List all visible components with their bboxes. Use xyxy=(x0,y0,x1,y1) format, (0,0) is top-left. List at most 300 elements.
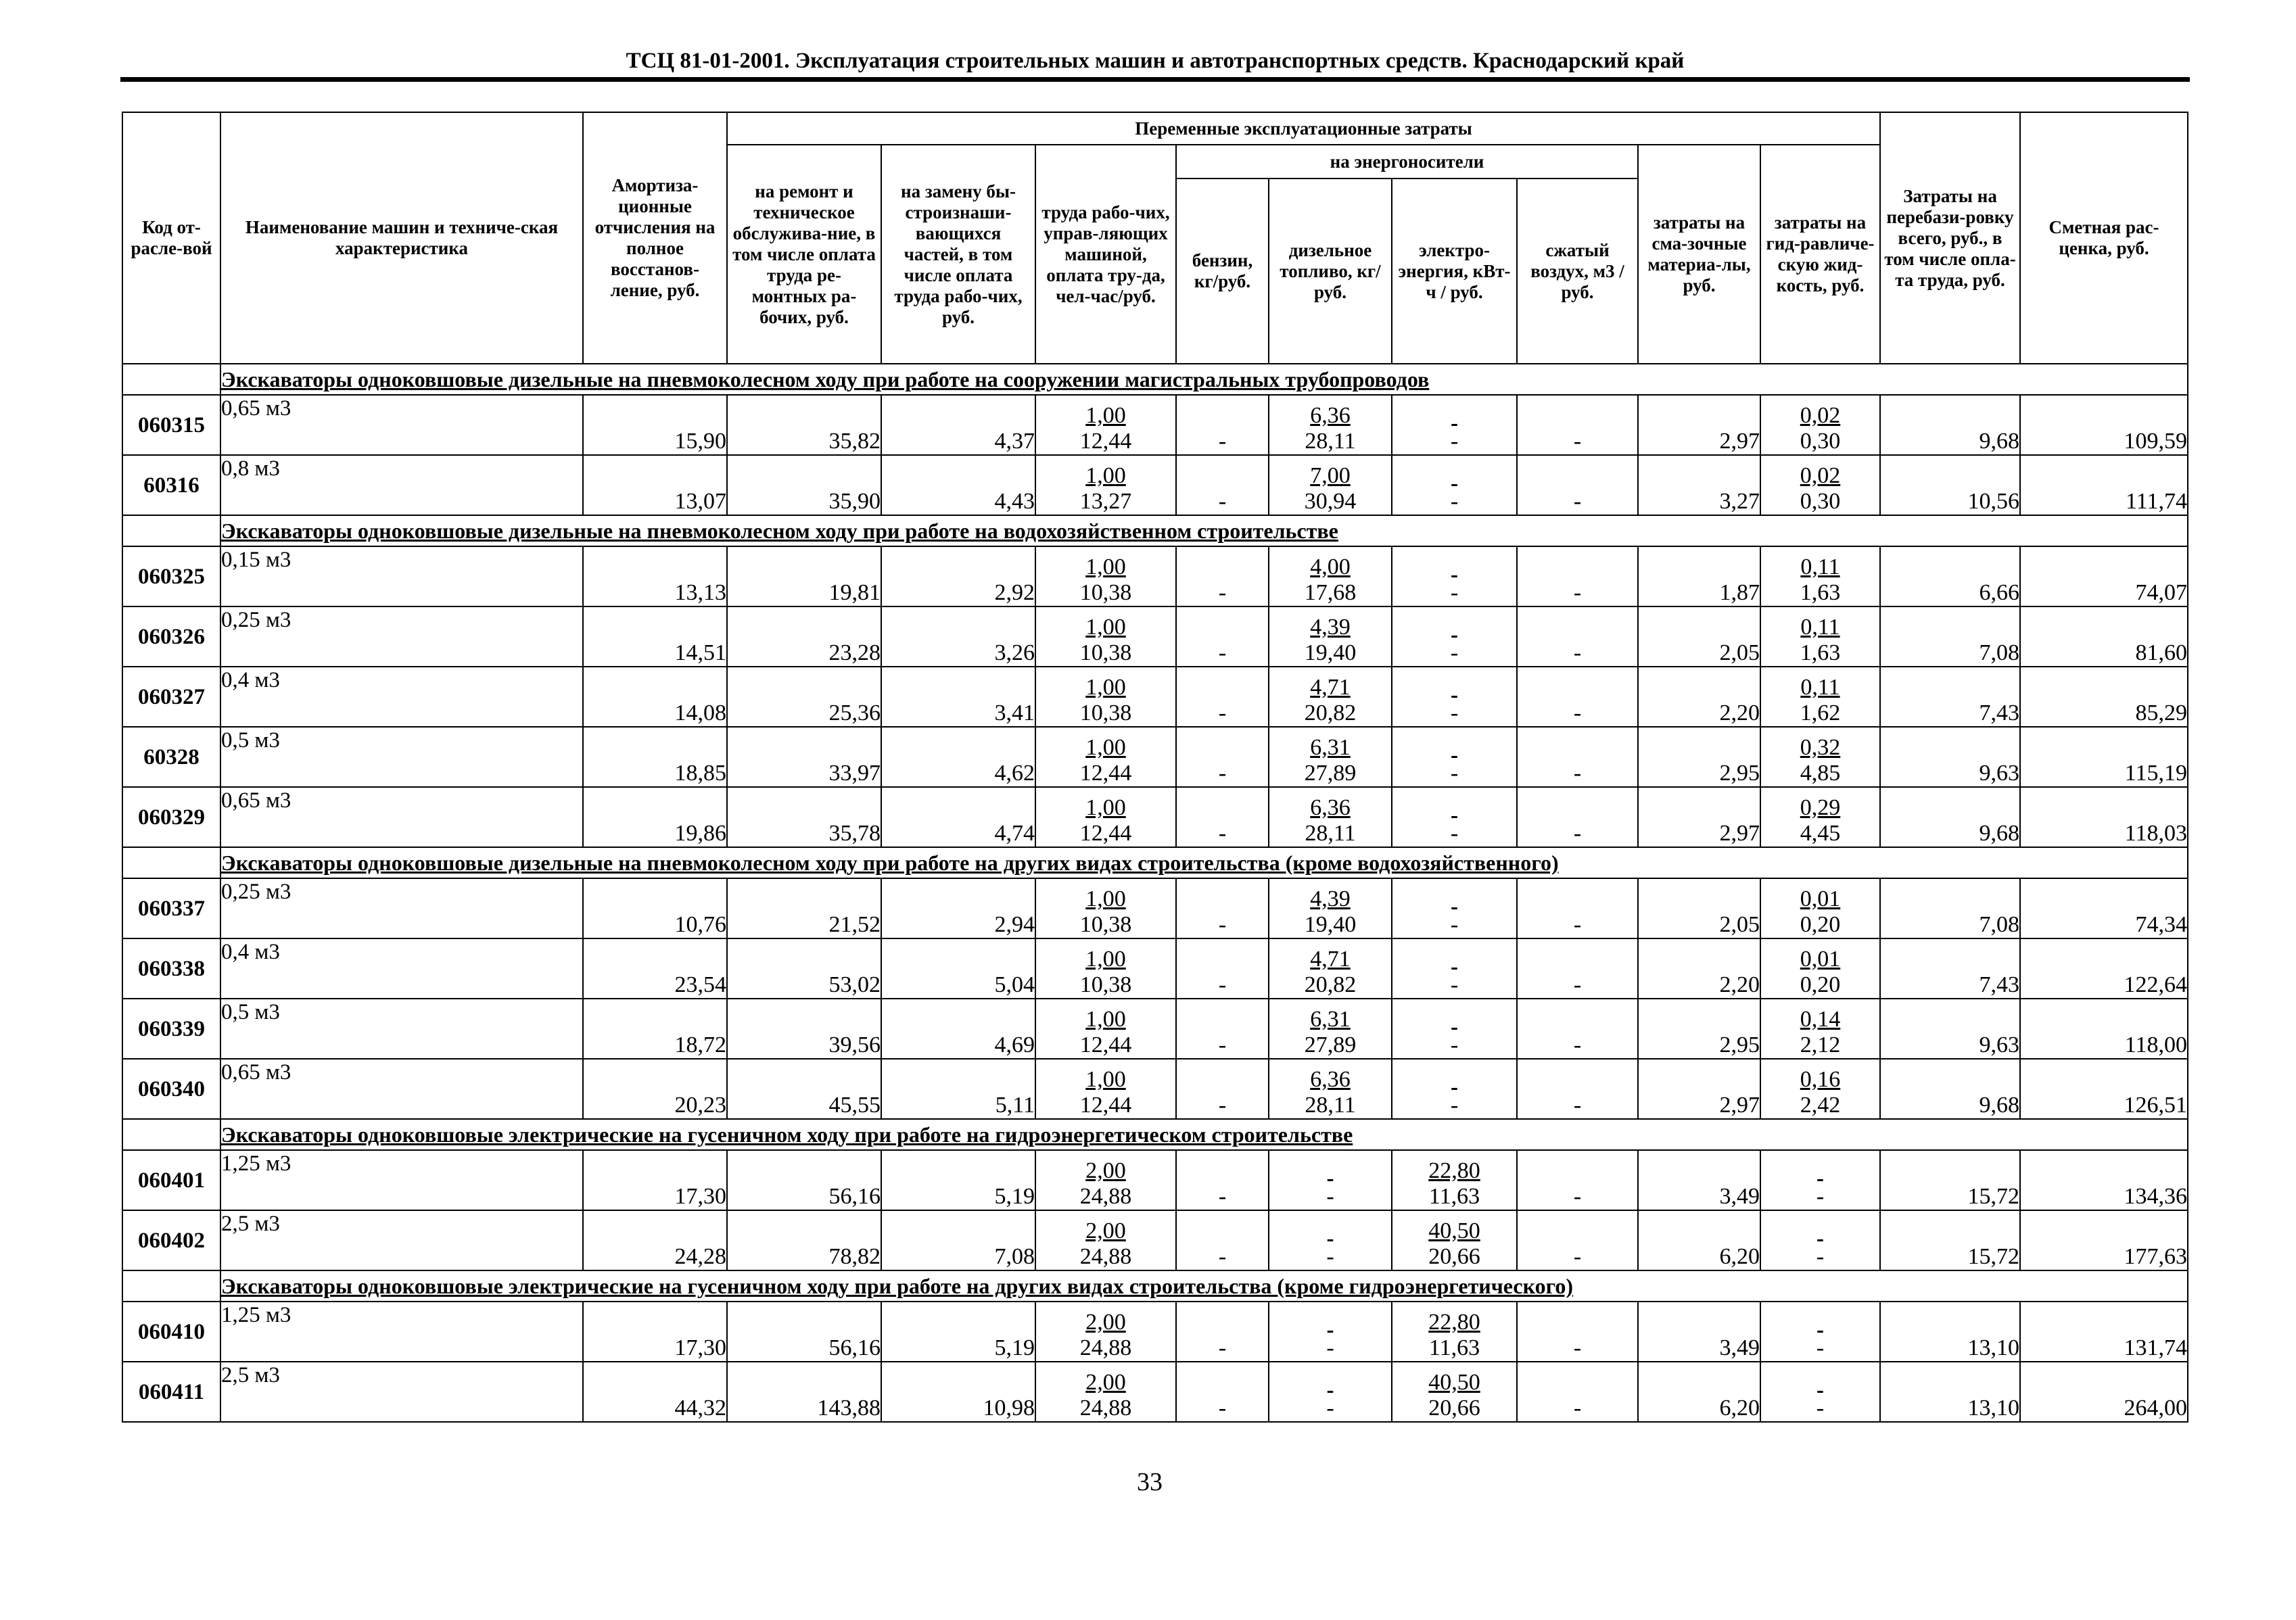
petrol-cell: - xyxy=(1176,1302,1269,1362)
header-labor: труда рабо-чих, управ-ляющих машиной, оплата тру-да, чел-час/руб. xyxy=(1035,145,1176,364)
labor-cell xyxy=(1035,999,1176,1059)
hydraulic-fluid-cell xyxy=(1760,878,1880,938)
replace-parts-cell: 5,04 xyxy=(881,938,1035,999)
amortization-cell: 44,32 xyxy=(583,1362,727,1422)
hydraulic-fluid-cell xyxy=(1760,606,1880,667)
labor-cell-top: 1,00 xyxy=(1085,403,1126,428)
compressed-air-cell: - xyxy=(1517,1059,1638,1119)
diesel-cell-bottom: 19,40 xyxy=(1304,640,1357,665)
electricity-cell-top xyxy=(1392,403,1516,429)
petrol-cell: - xyxy=(1176,1059,1269,1119)
diesel-cell-top: 4,71 xyxy=(1310,947,1351,972)
diesel-cell xyxy=(1269,606,1392,667)
electricity-cell-top xyxy=(1392,1007,1516,1032)
cost-table xyxy=(122,112,2188,1423)
repair-cell: 56,16 xyxy=(727,1302,881,1362)
labor-cell-top: 1,00 xyxy=(1085,554,1126,579)
labor-cell-top: 1,00 xyxy=(1085,675,1126,700)
diesel-cell-bottom: 28,11 xyxy=(1305,821,1356,846)
labor-cell-top: 2,00 xyxy=(1085,1158,1126,1183)
hydraulic-fluid-cell-top: 0,16 xyxy=(1800,1067,1841,1092)
hydraulic-fluid-cell-bottom: 0,20 xyxy=(1800,912,1841,937)
amortization-cell: 19,86 xyxy=(583,787,727,847)
repair-cell: 143,88 xyxy=(727,1362,881,1422)
diesel-cell-top: 4,00 xyxy=(1310,554,1351,579)
labor-cell xyxy=(1035,878,1176,938)
diesel-cell xyxy=(1269,938,1392,999)
diesel-cell-top: 6,36 xyxy=(1310,403,1351,428)
compressed-air-cell: - xyxy=(1517,999,1638,1059)
amortization-cell: 15,90 xyxy=(583,395,727,455)
labor-cell xyxy=(1035,606,1176,667)
relocation-cell: 9,68 xyxy=(1880,787,2020,847)
section-spacer xyxy=(122,847,220,878)
replace-parts-cell: 5,19 xyxy=(881,1150,1035,1210)
lubricants-cell: 2,95 xyxy=(1638,999,1760,1059)
relocation-cell: 9,68 xyxy=(1880,1059,2020,1119)
labor-cell-bottom: 10,38 xyxy=(1079,580,1132,605)
diesel-cell xyxy=(1269,667,1392,727)
table-row xyxy=(122,455,2188,515)
labor-cell-bottom: 12,44 xyxy=(1079,821,1132,846)
estimate-cell: 81,60 xyxy=(2020,606,2188,667)
machine-name: 0,5 м3 xyxy=(220,727,583,787)
lubricants-cell: 2,20 xyxy=(1638,938,1760,999)
section-row xyxy=(122,515,2188,546)
estimate-cell: 118,00 xyxy=(2020,999,2188,1059)
machine-name: 0,25 м3 xyxy=(220,878,583,938)
electricity-cell xyxy=(1392,999,1517,1059)
labor-cell-bottom: 10,38 xyxy=(1079,972,1132,997)
diesel-cell xyxy=(1269,1150,1392,1210)
hydraulic-fluid-cell-bottom: 0,20 xyxy=(1800,972,1841,997)
table-row xyxy=(122,878,2188,938)
labor-cell-top: 1,00 xyxy=(1085,1067,1126,1092)
diesel-cell xyxy=(1269,1362,1392,1422)
petrol-cell: - xyxy=(1176,727,1269,787)
hydraulic-fluid-cell-top: 0,32 xyxy=(1800,735,1841,760)
table-row xyxy=(122,938,2188,999)
hydraulic-fluid-cell-top: 0,02 xyxy=(1800,463,1841,488)
diesel-cell xyxy=(1269,787,1392,847)
hydraulic-fluid-cell-bottom: 2,12 xyxy=(1800,1032,1841,1057)
diesel-cell xyxy=(1269,455,1392,515)
section-spacer xyxy=(122,364,220,395)
amortization-cell: 17,30 xyxy=(583,1302,727,1362)
diesel-cell-bottom: 19,40 xyxy=(1304,912,1357,937)
diesel-cell-top: 6,36 xyxy=(1310,1067,1351,1092)
relocation-cell: 6,66 xyxy=(1880,546,2020,606)
machine-code: 060340 xyxy=(122,1059,220,1119)
hydraulic-fluid-cell xyxy=(1760,787,1880,847)
header-petrol: бензин, кг/руб. xyxy=(1176,178,1269,364)
repair-cell: 56,16 xyxy=(727,1150,881,1210)
relocation-cell: 7,08 xyxy=(1880,878,2020,938)
electricity-cell-top xyxy=(1392,947,1516,972)
labor-cell-bottom: 12,44 xyxy=(1079,1032,1132,1057)
electricity-cell-bottom: 20,66 xyxy=(1428,1396,1480,1421)
hydraulic-fluid-cell-top: 0,11 xyxy=(1800,675,1840,700)
repair-cell: 21,52 xyxy=(727,878,881,938)
replace-parts-cell: 4,69 xyxy=(881,999,1035,1059)
compressed-air-cell: - xyxy=(1517,606,1638,667)
section-spacer xyxy=(122,1119,220,1150)
hydraulic-fluid-cell-bottom: 4,85 xyxy=(1800,761,1841,786)
diesel-cell-bottom: 27,89 xyxy=(1304,1032,1357,1057)
labor-cell-bottom: 12,44 xyxy=(1079,429,1132,454)
section-title: Экскаваторы одноковшовые дизельные на пневмоколесном ходу при работе на сооружении магистральных трубопроводов xyxy=(220,364,2188,395)
header-replace-parts: на замену бы-строизнаши-вающихся частей, в том числе оплата труда рабо-чих, руб. xyxy=(881,145,1035,364)
compressed-air-cell: - xyxy=(1517,667,1638,727)
petrol-cell: - xyxy=(1176,455,1269,515)
labor-cell-bottom: 12,44 xyxy=(1079,1093,1132,1118)
hydraulic-fluid-cell xyxy=(1760,1302,1880,1362)
hydraulic-fluid-cell-bottom: 0,30 xyxy=(1800,429,1841,454)
header-rule xyxy=(120,77,2190,82)
estimate-cell: 85,29 xyxy=(2020,667,2188,727)
diesel-cell xyxy=(1269,546,1392,606)
hydraulic-fluid-cell-top: 0,01 xyxy=(1800,947,1841,972)
diesel-cell-bottom: - xyxy=(1326,1396,1334,1421)
hydraulic-fluid-cell-bottom: 0,30 xyxy=(1800,489,1841,514)
amortization-cell: 14,51 xyxy=(583,606,727,667)
labor-cell xyxy=(1035,395,1176,455)
hydraulic-fluid-cell xyxy=(1760,1210,1880,1270)
machine-code: 60328 xyxy=(122,727,220,787)
labor-cell-top: 2,00 xyxy=(1085,1218,1126,1243)
diesel-cell-top xyxy=(1269,1218,1391,1244)
machine-name: 0,4 м3 xyxy=(220,938,583,999)
electricity-cell xyxy=(1392,1302,1517,1362)
electricity-cell xyxy=(1392,606,1517,667)
petrol-cell: - xyxy=(1176,667,1269,727)
electricity-cell-bottom: - xyxy=(1450,580,1459,605)
diesel-cell-top xyxy=(1269,1370,1391,1396)
header-name: Наименование машин и техниче-ская характеристика xyxy=(220,112,583,364)
diesel-cell xyxy=(1269,1059,1392,1119)
header-relocation: Затраты на перебази-ровку всего, руб., в том числе опла-та труда, руб. xyxy=(1880,112,2020,364)
electricity-cell-bottom: 20,66 xyxy=(1428,1244,1480,1269)
replace-parts-cell: 4,62 xyxy=(881,727,1035,787)
replace-parts-cell: 4,43 xyxy=(881,455,1035,515)
estimate-cell: 109,59 xyxy=(2020,395,2188,455)
labor-cell xyxy=(1035,727,1176,787)
electricity-cell xyxy=(1392,1362,1517,1422)
hydraulic-fluid-cell-bottom: - xyxy=(1816,1244,1825,1269)
diesel-cell xyxy=(1269,727,1392,787)
section-row xyxy=(122,1270,2188,1302)
machine-name: 0,65 м3 xyxy=(220,395,583,455)
labor-cell-top: 2,00 xyxy=(1085,1310,1126,1335)
electricity-cell-bottom: - xyxy=(1450,972,1459,997)
table-row xyxy=(122,727,2188,787)
lubricants-cell: 2,95 xyxy=(1638,727,1760,787)
electricity-cell-top: 40,50 xyxy=(1428,1218,1480,1243)
hydraulic-fluid-cell xyxy=(1760,1150,1880,1210)
labor-cell-top: 1,00 xyxy=(1085,1007,1126,1032)
amortization-cell: 24,28 xyxy=(583,1210,727,1270)
relocation-cell: 7,43 xyxy=(1880,938,2020,999)
hydraulic-fluid-cell-bottom: 1,63 xyxy=(1800,580,1841,605)
repair-cell: 35,90 xyxy=(727,455,881,515)
electricity-cell-bottom: - xyxy=(1450,761,1459,786)
repair-cell: 35,82 xyxy=(727,395,881,455)
lubricants-cell: 2,97 xyxy=(1638,395,1760,455)
labor-cell-bottom: 24,88 xyxy=(1079,1184,1132,1209)
diesel-cell xyxy=(1269,999,1392,1059)
petrol-cell: - xyxy=(1176,878,1269,938)
section-spacer xyxy=(122,1270,220,1302)
table-row xyxy=(122,667,2188,727)
electricity-cell xyxy=(1392,1059,1517,1119)
electricity-cell-bottom: - xyxy=(1450,821,1459,846)
table-row xyxy=(122,1150,2188,1210)
diesel-cell-top: 4,39 xyxy=(1310,615,1351,640)
labor-cell xyxy=(1035,938,1176,999)
machine-code: 060401 xyxy=(122,1150,220,1210)
electricity-cell-bottom: - xyxy=(1450,1093,1459,1118)
compressed-air-cell: - xyxy=(1517,938,1638,999)
hydraulic-fluid-cell-top xyxy=(1761,1370,1879,1396)
section-title: Экскаваторы одноковшовые электрические на гусеничном ходу при работе на гидроэнергетическом строительстве xyxy=(220,1119,2188,1150)
machine-name: 1,25 м3 xyxy=(220,1302,583,1362)
electricity-cell-top: 22,80 xyxy=(1428,1158,1480,1183)
labor-cell-bottom: 13,27 xyxy=(1079,489,1132,514)
replace-parts-cell: 5,11 xyxy=(881,1059,1035,1119)
diesel-cell xyxy=(1269,878,1392,938)
machine-code: 060410 xyxy=(122,1302,220,1362)
electricity-cell-bottom: 11,63 xyxy=(1428,1184,1480,1209)
hydraulic-fluid-cell xyxy=(1760,455,1880,515)
repair-cell: 33,97 xyxy=(727,727,881,787)
lubricants-cell: 2,97 xyxy=(1638,1059,1760,1119)
table-body xyxy=(122,364,2188,1422)
estimate-cell: 118,03 xyxy=(2020,787,2188,847)
electricity-cell-top xyxy=(1392,1067,1516,1093)
labor-cell xyxy=(1035,546,1176,606)
machine-name: 0,25 м3 xyxy=(220,606,583,667)
petrol-cell: - xyxy=(1176,1150,1269,1210)
electricity-cell xyxy=(1392,727,1517,787)
electricity-cell-bottom: - xyxy=(1450,429,1459,454)
lubricants-cell: 3,49 xyxy=(1638,1150,1760,1210)
machine-code: 060325 xyxy=(122,546,220,606)
labor-cell xyxy=(1035,787,1176,847)
compressed-air-cell: - xyxy=(1517,455,1638,515)
hydraulic-fluid-cell-bottom: - xyxy=(1816,1184,1825,1209)
labor-cell-bottom: 24,88 xyxy=(1079,1396,1132,1421)
diesel-cell-top: 7,00 xyxy=(1310,463,1351,488)
relocation-cell: 7,43 xyxy=(1880,667,2020,727)
diesel-cell-top xyxy=(1269,1310,1391,1335)
amortization-cell: 10,76 xyxy=(583,878,727,938)
estimate-cell: 134,36 xyxy=(2020,1150,2188,1210)
replace-parts-cell: 2,92 xyxy=(881,546,1035,606)
machine-code: 060339 xyxy=(122,999,220,1059)
electricity-cell xyxy=(1392,938,1517,999)
repair-cell: 23,28 xyxy=(727,606,881,667)
table-row xyxy=(122,1059,2188,1119)
amortization-cell: 20,23 xyxy=(583,1059,727,1119)
header-estimate: Сметная рас-ценка, руб. xyxy=(2020,112,2188,364)
replace-parts-cell: 4,37 xyxy=(881,395,1035,455)
electricity-cell-top xyxy=(1392,554,1516,580)
diesel-cell-bottom: 17,68 xyxy=(1304,580,1357,605)
hydraulic-fluid-cell-top: 0,01 xyxy=(1800,886,1841,911)
diesel-cell-bottom: - xyxy=(1326,1335,1334,1360)
section-row xyxy=(122,1119,2188,1150)
amortization-cell: 18,72 xyxy=(583,999,727,1059)
hydraulic-fluid-cell-bottom: 1,63 xyxy=(1800,640,1841,665)
replace-parts-cell: 2,94 xyxy=(881,878,1035,938)
header-electricity: электро-энергия, кВт-ч / руб. xyxy=(1392,178,1517,364)
compressed-air-cell: - xyxy=(1517,878,1638,938)
hydraulic-fluid-cell xyxy=(1760,938,1880,999)
electricity-cell-top xyxy=(1392,675,1516,700)
repair-cell: 53,02 xyxy=(727,938,881,999)
electricity-cell xyxy=(1392,546,1517,606)
petrol-cell: - xyxy=(1176,1362,1269,1422)
repair-cell: 39,56 xyxy=(727,999,881,1059)
electricity-cell xyxy=(1392,787,1517,847)
repair-cell: 19,81 xyxy=(727,546,881,606)
section-spacer xyxy=(122,515,220,546)
labor-cell-bottom: 10,38 xyxy=(1079,700,1132,725)
table-row xyxy=(122,546,2188,606)
hydraulic-fluid-cell-bottom: 1,62 xyxy=(1800,700,1841,725)
hydraulic-fluid-cell-top xyxy=(1761,1310,1879,1335)
electricity-cell-bottom: - xyxy=(1450,700,1459,725)
compressed-air-cell: - xyxy=(1517,787,1638,847)
compressed-air-cell: - xyxy=(1517,1210,1638,1270)
header-code: Код от-расле-вой xyxy=(122,112,220,364)
electricity-cell-top: 22,80 xyxy=(1428,1310,1480,1335)
estimate-cell: 126,51 xyxy=(2020,1059,2188,1119)
diesel-cell-bottom: 20,82 xyxy=(1304,700,1357,725)
relocation-cell: 10,56 xyxy=(1880,455,2020,515)
diesel-cell-top: 6,31 xyxy=(1310,1007,1351,1032)
header-diesel: дизельное топливо, кг/руб. xyxy=(1269,178,1392,364)
electricity-cell xyxy=(1392,1150,1517,1210)
machine-name: 2,5 м3 xyxy=(220,1210,583,1270)
labor-cell-bottom: 12,44 xyxy=(1079,761,1132,786)
lubricants-cell: 2,05 xyxy=(1638,878,1760,938)
diesel-cell-top: 6,31 xyxy=(1310,735,1351,760)
table-row xyxy=(122,1362,2188,1422)
electricity-cell xyxy=(1392,395,1517,455)
header-variable-costs: Переменные эксплуатационные затраты xyxy=(727,112,1880,145)
hydraulic-fluid-cell xyxy=(1760,999,1880,1059)
machine-code: 060411 xyxy=(122,1362,220,1422)
relocation-cell: 7,08 xyxy=(1880,606,2020,667)
hydraulic-fluid-cell-bottom: 4,45 xyxy=(1800,821,1841,846)
electricity-cell xyxy=(1392,455,1517,515)
diesel-cell-top: 6,36 xyxy=(1310,795,1351,820)
compressed-air-cell: - xyxy=(1517,1362,1638,1422)
lubricants-cell: 3,27 xyxy=(1638,455,1760,515)
machine-name: 0,5 м3 xyxy=(220,999,583,1059)
machine-code: 060402 xyxy=(122,1210,220,1270)
electricity-cell-top: 40,50 xyxy=(1428,1370,1480,1395)
section-row xyxy=(122,847,2188,878)
diesel-cell-top: 4,71 xyxy=(1310,675,1351,700)
hydraulic-fluid-cell xyxy=(1760,1059,1880,1119)
labor-cell-bottom: 10,38 xyxy=(1079,640,1132,665)
labor-cell-top: 1,00 xyxy=(1085,463,1126,488)
diesel-cell-bottom: 28,11 xyxy=(1305,1093,1356,1118)
diesel-cell-bottom: 30,94 xyxy=(1304,489,1357,514)
relocation-cell: 15,72 xyxy=(1880,1150,2020,1210)
header-lubricants: затраты на сма-зочные материа-лы, руб. xyxy=(1638,145,1760,364)
electricity-cell-bottom: - xyxy=(1450,912,1459,937)
section-title: Экскаваторы одноковшовые дизельные на пневмоколесном ходу при работе на водохозяйственном строительстве xyxy=(220,515,2188,546)
machine-name: 1,25 м3 xyxy=(220,1150,583,1210)
labor-cell xyxy=(1035,667,1176,727)
amortization-cell: 18,85 xyxy=(583,727,727,787)
lubricants-cell: 2,20 xyxy=(1638,667,1760,727)
relocation-cell: 13,10 xyxy=(1880,1362,2020,1422)
electricity-cell-top xyxy=(1392,886,1516,912)
estimate-cell: 74,07 xyxy=(2020,546,2188,606)
compressed-air-cell: - xyxy=(1517,727,1638,787)
header-energy: на энергоносители xyxy=(1176,145,1638,178)
electricity-cell xyxy=(1392,1210,1517,1270)
machine-code: 060337 xyxy=(122,878,220,938)
hydraulic-fluid-cell xyxy=(1760,1362,1880,1422)
labor-cell-top: 1,00 xyxy=(1085,947,1126,972)
hydraulic-fluid-cell-top: 0,02 xyxy=(1800,403,1841,428)
lubricants-cell: 3,49 xyxy=(1638,1302,1760,1362)
labor-cell-top: 2,00 xyxy=(1085,1370,1126,1395)
replace-parts-cell: 7,08 xyxy=(881,1210,1035,1270)
page-header: ТСЦ 81-01-2001. Эксплуатация строительных машин и автотранспортных средств. Краснодарский край xyxy=(626,49,1685,73)
relocation-cell: 9,63 xyxy=(1880,999,2020,1059)
replace-parts-cell: 5,19 xyxy=(881,1302,1035,1362)
electricity-cell-bottom: 11,63 xyxy=(1428,1335,1480,1360)
labor-cell-bottom: 24,88 xyxy=(1079,1244,1132,1269)
hydraulic-fluid-cell-top: 0,29 xyxy=(1800,795,1841,820)
replace-parts-cell: 3,41 xyxy=(881,667,1035,727)
machine-name: 0,65 м3 xyxy=(220,787,583,847)
lubricants-cell: 2,97 xyxy=(1638,787,1760,847)
electricity-cell xyxy=(1392,667,1517,727)
lubricants-cell: 6,20 xyxy=(1638,1210,1760,1270)
petrol-cell: - xyxy=(1176,1210,1269,1270)
machine-name: 0,15 м3 xyxy=(220,546,583,606)
diesel-cell-top xyxy=(1269,1158,1391,1184)
hydraulic-fluid-cell-bottom: - xyxy=(1816,1335,1825,1360)
diesel-cell xyxy=(1269,1302,1392,1362)
estimate-cell: 264,00 xyxy=(2020,1362,2188,1422)
machine-name: 0,65 м3 xyxy=(220,1059,583,1119)
petrol-cell: - xyxy=(1176,938,1269,999)
electricity-cell-top xyxy=(1392,735,1516,761)
diesel-cell xyxy=(1269,395,1392,455)
compressed-air-cell: - xyxy=(1517,1302,1638,1362)
labor-cell-top: 1,00 xyxy=(1085,886,1126,911)
lubricants-cell: 1,87 xyxy=(1638,546,1760,606)
amortization-cell: 14,08 xyxy=(583,667,727,727)
repair-cell: 78,82 xyxy=(727,1210,881,1270)
amortization-cell: 13,07 xyxy=(583,455,727,515)
labor-cell xyxy=(1035,1362,1176,1422)
petrol-cell: - xyxy=(1176,546,1269,606)
hydraulic-fluid-cell xyxy=(1760,546,1880,606)
electricity-cell-bottom: - xyxy=(1450,489,1459,514)
header-compressed-air: сжатый воздух, м3 / руб. xyxy=(1517,178,1638,364)
labor-cell xyxy=(1035,1302,1176,1362)
hydraulic-fluid-cell xyxy=(1760,727,1880,787)
